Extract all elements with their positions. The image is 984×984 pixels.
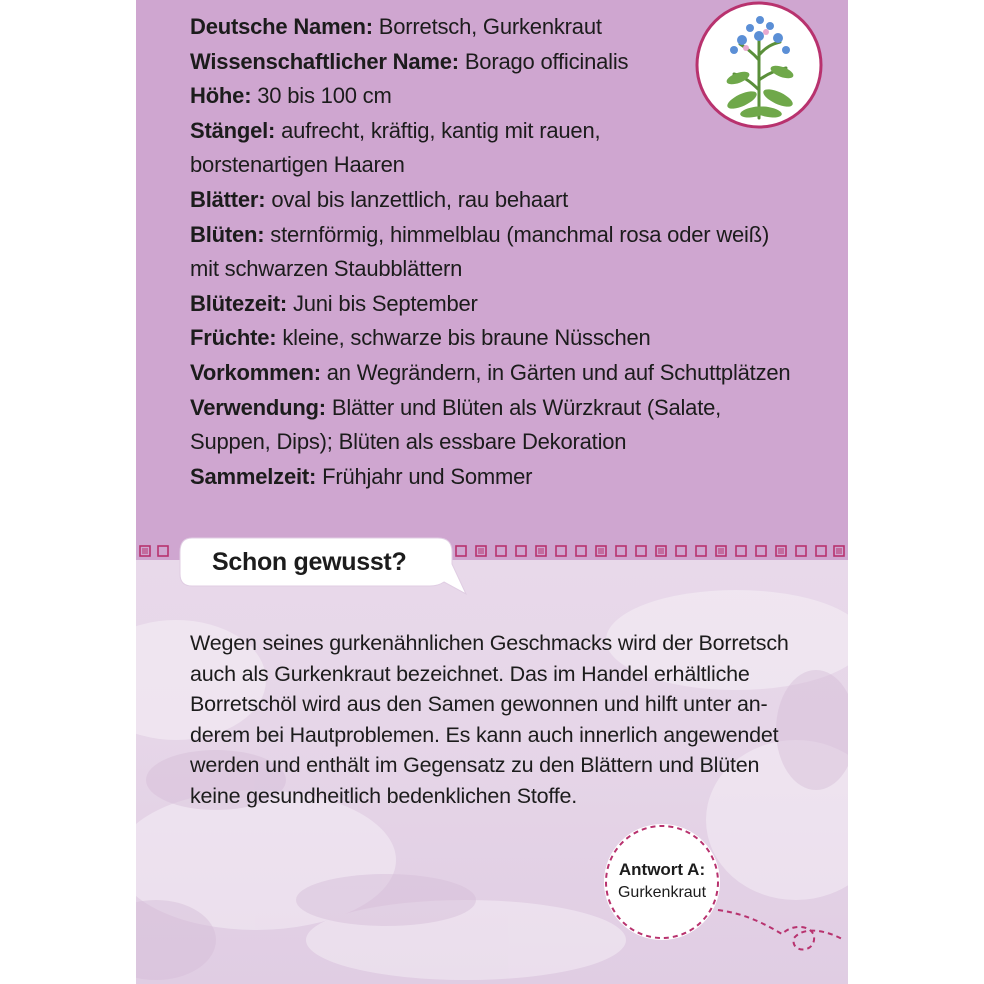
plant-card [136, 0, 848, 984]
body-line: auch als Gurkenkraut bezeichnet. Das im Handel erhältliche [190, 661, 750, 686]
fact-value-continued: mit schwarzen Staubblättern [190, 256, 463, 282]
body-line: Wegen seines gurkenähnlichen Geschmacks wird der Borretsch [190, 631, 789, 655]
fact-label: Deutsche Namen: [190, 14, 373, 39]
fact-label: Blätter: [190, 186, 266, 212]
fact-label: Vorkommen: [190, 359, 321, 385]
fact-value: Borretsch, Gurkenkraut [378, 14, 602, 39]
fact-value: aufrecht, kräftig, kantig mit rauen, [281, 117, 601, 143]
fact-flowers [190, 218, 830, 287]
body-line: derem bei Hautproblemen. Es kann auch innerlich angewendet [190, 722, 779, 747]
fact-usage [190, 391, 830, 460]
fact-label: Blüten: [190, 221, 265, 247]
did-you-know-heading: Schon gewusst? [212, 548, 407, 576]
fact-value: kleine, schwarze bis braune Nüsschen [282, 325, 651, 351]
fact-value: 30 bis 100 cm [257, 83, 392, 109]
body-line: keine gesundheitlich bedenklichen Stoffe. [190, 783, 578, 808]
fact-fruits [190, 321, 830, 356]
fact-label: Wissenschaftlicher Name: [190, 48, 459, 74]
fact-flowering-time [190, 287, 830, 322]
fact-label: Blütezeit: [190, 290, 288, 316]
fact-value-continued: borstenartigen Haaren [190, 152, 405, 178]
did-you-know-text [190, 628, 820, 812]
fact-label: Verwendung: [190, 394, 326, 420]
body-line: werden und enthält im Gegensatz zu den Blättern und Blüten [190, 753, 760, 778]
fact-value: Borago officinalis [464, 48, 629, 74]
fact-label: Stängel: [190, 117, 276, 143]
fact-label: Früchte: [190, 325, 277, 351]
answer-value: Gurkenkraut [617, 884, 707, 901]
fact-value: Blätter und Blüten als Würzkraut (Salate, [331, 394, 722, 420]
body-line: Borretschöl wird aus den Samen gewonnen und hilft unter an- [190, 692, 768, 717]
answer-title: Antwort A: [618, 860, 706, 879]
fact-collection-time [190, 460, 830, 495]
fact-value: oval bis lanzettlich, rau behaart [271, 186, 569, 212]
fact-value: Juni bis September [292, 290, 478, 316]
fact-leaves [190, 183, 830, 218]
fact-value: Frühjahr und Sommer [322, 463, 533, 489]
fact-value: sternförmig, himmelblau (manchmal rosa oder weiß) [270, 221, 770, 247]
fact-label: Sammelzeit: [190, 463, 317, 489]
fact-value: an Wegrändern, in Gärten und auf Schuttplätzen [326, 359, 791, 385]
fact-label: Höhe: [190, 83, 252, 109]
fact-occurrence [190, 356, 830, 391]
fact-value-continued: Suppen, Dips); Blüten als essbare Dekoration [190, 429, 627, 455]
borage-plant-icon [694, 0, 824, 130]
